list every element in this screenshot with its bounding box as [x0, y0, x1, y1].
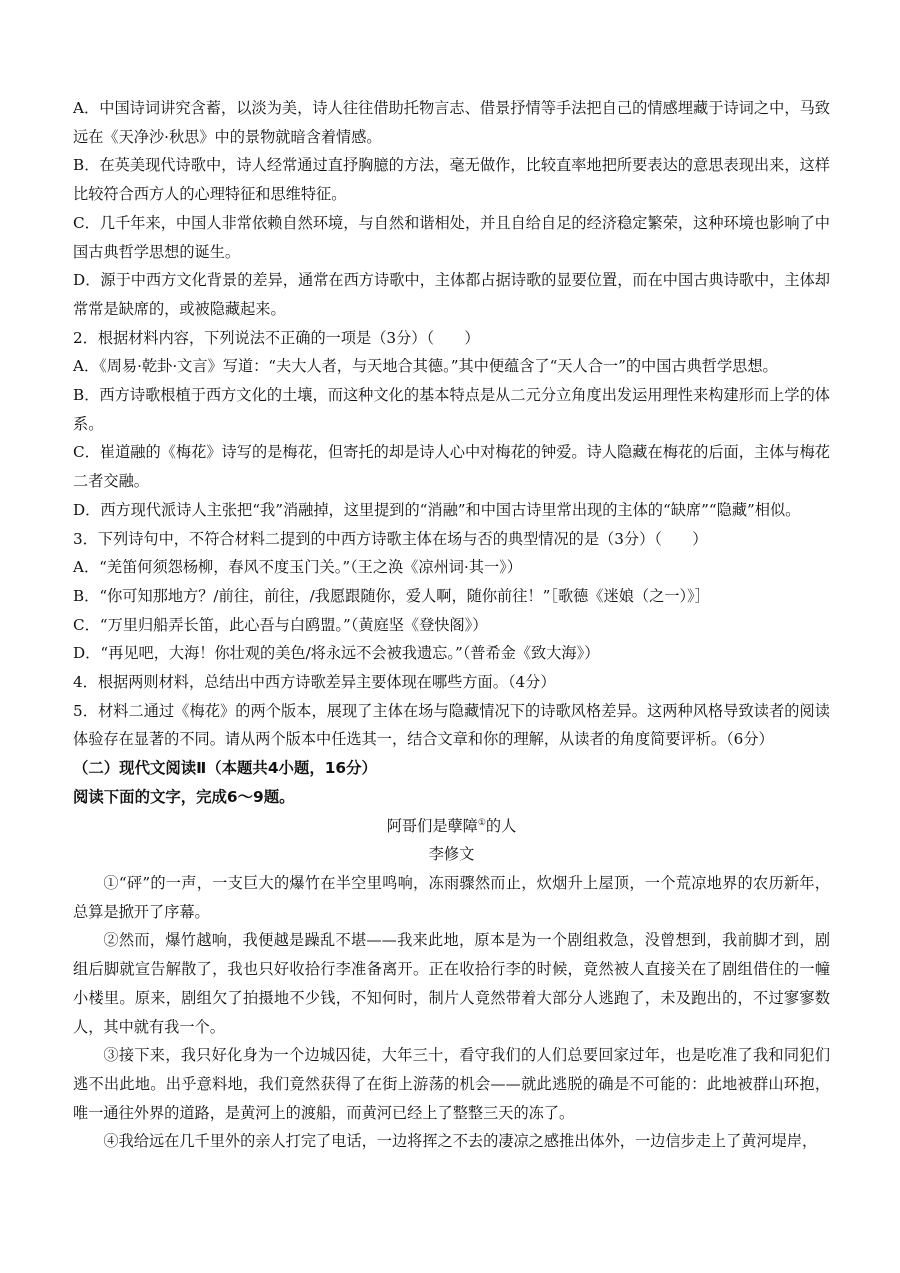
- article-title: [73, 812, 830, 841]
- q3-option-a: A．“羌笛何须怨杨柳，春风不度玉门关。”（王之涣《凉州词·其一》）: [73, 558, 522, 577]
- q4-stem: 4．根据两则材料，总结出中西方诗歌差异主要体现在哪些方面。（4分）: [73, 673, 556, 692]
- article-author: 李修文: [428, 845, 475, 864]
- footnote-marker: ①: [477, 817, 486, 828]
- q2-option-b: B．西方诗歌根植于西方文化的土壤，而这种文化的基本特点是从二元分立角度出发运用理性来构建形而上学的体系。: [73, 386, 830, 433]
- q3-option-c: C．“万里归船弄长笛，此心吾与白鸥盟。”（黄庭坚《登快阁》）: [73, 615, 488, 634]
- q2-option-c: C．崔道融的《梅花》诗写的是梅花，但寄托的却是诗人心中对梅花的钟爱。诗人隐藏在梅花的后面，主体与梅花二者交融。: [73, 443, 830, 491]
- article-paragraph-3: ③接下来，我只好化身为一个边城囚徒，大年三十，看守我们的人们总要回家过年，也是吃准了我和同犯们逃不出此地。出乎意料地，我们竟然获得了在街上游荡的机会——就此逃脱的确是不可能的：此地被群山环抱，唯一通往外界的道路，是黄河上的渡船，而黄河已经上了整整三天的冻了。: [73, 1046, 830, 1122]
- article-paragraph-2: ②然而，爆竹越响，我便越是躁乱不堪——我来此地，原本是为一个剧组救急，没曾想到，我前脚才到，剧组后脚就宣告解散了，我也只好收拾行李准备离开。正在收拾行李的时候，竟然被人直接关在了剧组借住的一幢小楼里。原来，剧组欠了拍摄地不少钱，不知何时，制片人竟然带着大部分人逃跑了，未及跑出的，不过寥寥数人，其中就有我一个。: [73, 931, 830, 1036]
- q3-option-b: B．“你可知那地方？/前往，前往，/我愿跟随你，爱人啊，随你前往！”［歌德《迷娘（之一）》］: [73, 586, 710, 605]
- q1-option-a: A．中国诗词讲究含蓄，以淡为美，诗人往往借助托物言志、借景抒情等手法把自己的情感埋藏于诗词之中，马致远在《天净沙·秋思》中的景物就暗含着情感。: [73, 99, 830, 146]
- article-paragraph-4: ④我给远在几千里外的亲人打完了电话，一边将挥之不去的凄凉之感推出体外，一边信步走上了黄河堤岸，: [103, 1132, 818, 1151]
- q2-option-a: A．《周易·乾卦·文言》写道：“夫大人者，与天地合其德。”其中便蕴含了“天人合一”的中国古典哲学思想。: [73, 357, 778, 376]
- q5-stem: 5．材料二通过《梅花》的两个版本，展现了主体在场与隐藏情况下的诗歌风格差异。这两种风格导致读者的阅读体验存在显著的不同。请从两个版本中任选其一，结合文章和你的理解，从读者的角度简要评析。（6分）: [73, 701, 830, 749]
- q2-stem: 2．根据材料内容，下列说法不正确的一项是（3分）（ ）: [73, 328, 480, 347]
- q1-option-b: B．在英美现代诗歌中，诗人经常通过直抒胸臆的方法，毫无做作，比较直率地把所要表达的意思表现出来，这样比较符合西方人的心理特征和思维特征。: [73, 156, 830, 204]
- q1-option-c: C．几千年来，中国人非常依赖自然环境，与自然和谐相处，并且自给自足的经济稳定繁荣，这种环境也影响了中国古典哲学思想的诞生。: [73, 213, 830, 261]
- article-title-main: 阿哥们是孽障: [386, 816, 478, 835]
- q1-option-d: D．源于中西方文化背景的差异，通常在西方诗歌中，主体都占据诗歌的显要位置，而在中国古典诗歌中，主体却常常是缺席的，或被隐藏起来。: [73, 271, 830, 318]
- reading-instruction: 阅读下面的文字，完成6～9题。: [73, 787, 295, 806]
- q2-option-d: D．西方现代派诗人主张把“我”消融掉，这里提到的“消融”和中国古诗里常出现的主体的“缺席”“隐藏”相似。: [73, 500, 801, 519]
- q3-stem: 3．下列诗句中，不符合材料二提到的中西方诗歌主体在场与否的典型情况的是（3分）（ ）: [73, 529, 708, 548]
- article-title-tail: 的人: [485, 816, 517, 835]
- q3-option-d: D．“再见吧，大海！你壮观的美色/将永远不会被我遗忘。”（普希金《致大海》）: [73, 644, 600, 663]
- section-heading: （二）现代文阅读Ⅱ（本题共4小题，16分）: [73, 759, 377, 778]
- article-paragraph-1: ①“砰”的一声，一支巨大的爆竹在半空里鸣响，冻雨骤然而止，炊烟升上屋顶，一个荒凉地界的农历新年，总算是掀开了序幕。: [73, 873, 830, 921]
